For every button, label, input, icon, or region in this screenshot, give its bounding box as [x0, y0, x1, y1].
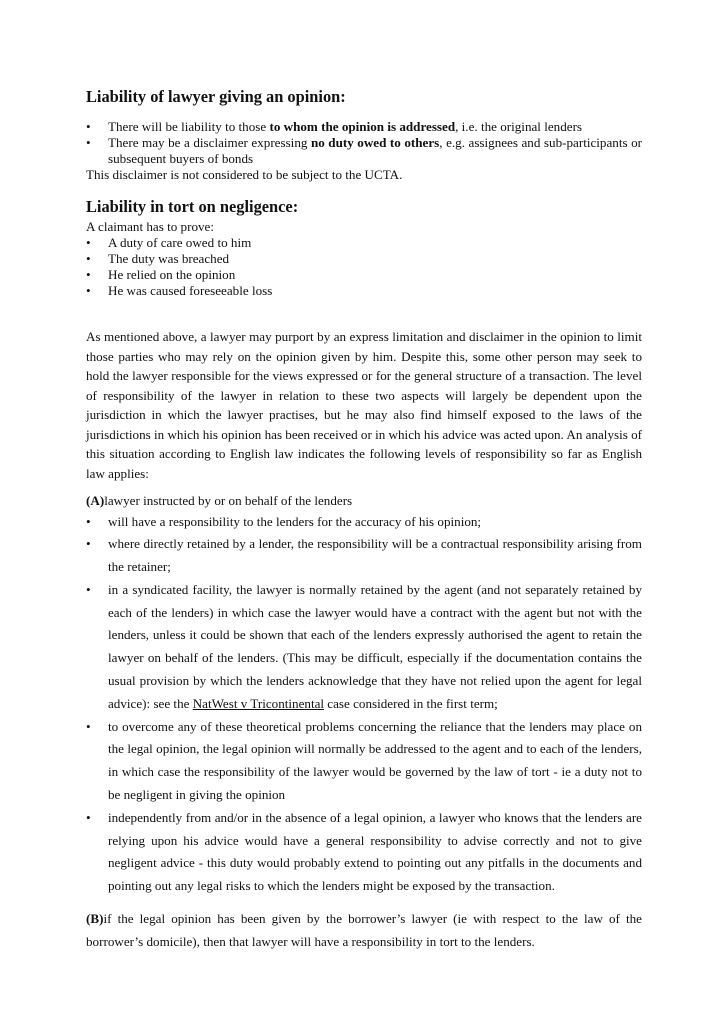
- list-item: [86, 579, 642, 716]
- list-item: [86, 267, 642, 283]
- section-a-bullet-list: [86, 511, 642, 899]
- bullet-icon: •: [86, 513, 91, 529]
- case-link[interactable]: NatWest v Tricontinental: [192, 695, 325, 711]
- bullet-text: There may be a disclaimer expressing: [108, 135, 311, 150]
- section-heading-tort-negligence: Liability in tort on negligence:: [86, 197, 299, 216]
- bullet-icon: •: [86, 581, 91, 597]
- bullet-text: case considered in the first term;: [324, 695, 498, 711]
- bullet-text: , e.g. assignees and sub-participants or subsequent buyers of bonds: [108, 135, 642, 166]
- bullet-icon: •: [86, 235, 91, 250]
- bullet-icon: •: [86, 536, 91, 552]
- list-item: [86, 235, 642, 251]
- section-b-label: (B): [86, 911, 104, 927]
- bullet-icon: •: [86, 267, 91, 282]
- list-item: [86, 716, 642, 807]
- list-item: [86, 119, 642, 135]
- bullet-icon: •: [86, 119, 91, 134]
- bullet-text: will have a responsibility to the lenders for the accuracy of his opinion;: [108, 513, 482, 529]
- bullet-emphasis: no duty owed to others: [310, 135, 440, 150]
- claimant-intro: A claimant has to prove:: [86, 219, 214, 234]
- list-item: [86, 251, 642, 267]
- opinion-bullet-list: [86, 119, 642, 167]
- body-paragraph: As mentioned above, a lawyer may purport by an express limitation and disclaimer in the opinion to limit those parties who may rely on the opinion given by him. Despite this, some other person may seek to hold the lawyer responsible for the views expressed or for the general structure of a transaction. The level of responsibility of the lawyer in relation to these two aspects will largely be dependent upon the jurisdiction in which the lawyer practises, but he may also find himself exposed to the laws of the jurisdictions in which his opinion has been received or in which his advice was acted upon. An analysis of this situation according to English law indicates the following levels of responsibility so far as English law applies:: [86, 329, 642, 481]
- bullet-icon: •: [86, 283, 91, 298]
- bullet-text: He relied on the opinion: [108, 267, 236, 282]
- section-a-text: lawyer instructed by or on behalf of the lenders: [104, 493, 353, 508]
- list-item: [86, 807, 642, 898]
- bullet-text: A duty of care owed to him: [108, 235, 252, 250]
- list-item: [86, 135, 642, 167]
- bullet-icon: •: [86, 135, 91, 150]
- list-item: [86, 533, 642, 579]
- bullet-icon: •: [86, 251, 91, 266]
- section-a-intro: [86, 491, 642, 511]
- bullet-text: The duty was breached: [108, 251, 230, 266]
- bullet-text: , i.e. the original lenders: [455, 119, 583, 134]
- bullet-text: in a syndicated facility, the lawyer is normally retained by the agent (and not separately retained by each of the lenders) in which case the lawyer would have a contract with the agent but not with the lenders, unless it could be shown that each of the lenders expressly authorised the agent to retain the lawyer on behalf of the lenders. (This may be difficult, especially if the documentation contains the usual provision by which the lenders acknowledge that they have not relied upon the agent for legal advice): see the: [108, 581, 642, 711]
- bullet-text: He was caused foreseeable loss: [108, 283, 273, 298]
- bullet-text: independently from and/or in the absence of a legal opinion, a lawyer who knows that the lenders are relying upon his advice would have a general responsibility to advise correctly and not to give negligent advice - this duty would probably extend to pointing out any pitfalls in the documents and pointing out any legal risks to which the lenders might be exposed by the transaction.: [108, 809, 642, 894]
- bullet-emphasis: to whom the opinion is addressed: [269, 119, 456, 134]
- section-heading-lawyer-opinion: Liability of lawyer giving an opinion:: [86, 87, 346, 106]
- negligence-bullet-list: [86, 235, 642, 299]
- list-item: [86, 283, 642, 299]
- section-b-paragraph: [86, 908, 642, 954]
- bullet-text: There will be liability to those: [108, 119, 270, 134]
- section-a-label: (A): [86, 493, 105, 508]
- document-content: [86, 87, 642, 954]
- disclaimer-note: This disclaimer is not considered to be subject to the UCTA.: [86, 167, 403, 182]
- bullet-text: to overcome any of these theoretical problems concerning the reliance that the lenders may place on the legal opinion, the legal opinion will normally be addressed to the agent and to each of the lenders, in which case the responsibility of the lawyer would be governed by the law of tort - ie a duty not to be negligent in giving the opinion: [108, 718, 642, 803]
- list-item: [86, 511, 642, 534]
- bullet-icon: •: [86, 718, 91, 734]
- bullet-text: where directly retained by a lender, the responsibility will be a contractual responsibility arising from the retainer;: [108, 536, 642, 575]
- section-b-text: if the legal opinion has been given by the borrower’s lawyer (ie with respect to the law of the borrower’s domicile), then that lawyer will have a responsibility in tort to the lenders.: [86, 911, 642, 949]
- bullet-icon: •: [86, 809, 91, 825]
